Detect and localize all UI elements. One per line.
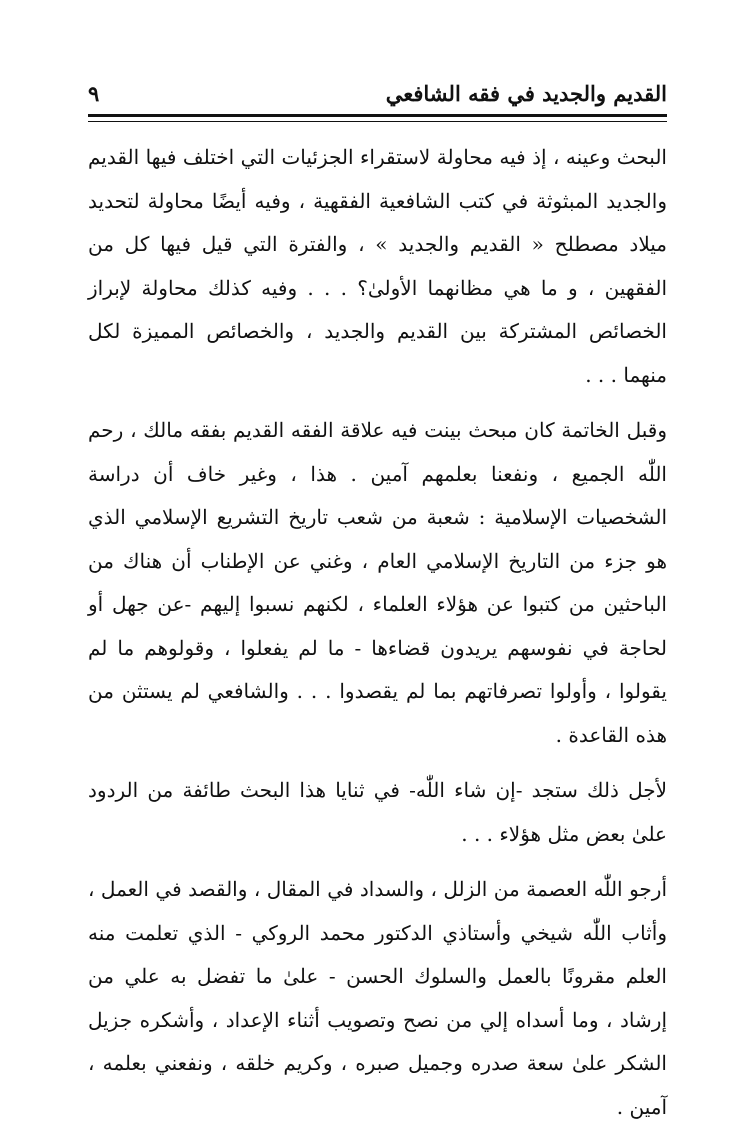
paragraph-3: لأجل ذلك ستجد -إن شاء اللّٰه- في ثنايا هذا البحث طائفة من الردود علىٰ بعض مثل هؤلاء . . . — [88, 778, 667, 846]
header-rule-thick — [88, 114, 667, 117]
paragraph-1: البحث وعينه ، إذ فيه محاولة لاستقراء الجزئيات التي اختلف فيها القديم والجديد المبثوثة في كتب الشافعية الفقهية ، وفيه أيضًا محاولة لتحديد ميلاد مصطلح « القديم والجديد » ، والفترة التي قيل فيها كل من الفقهين ، و ما هي مظانهما الأولىٰ؟ . . . وفيه كذلك محاولة لإبراز الخصائص المشتركة بين القديم والجديد ، والخصائص المميزة لكل منهما . . . — [88, 145, 667, 387]
page-header — [88, 76, 667, 110]
running-title: القديم والجديد في فقه الشافعي — [385, 80, 667, 106]
page-number: ٩ — [88, 80, 100, 106]
body-text — [88, 136, 667, 1141]
paragraph-2: وقبل الخاتمة كان مبحث بينت فيه علاقة الفقه القديم بفقه مالك ، رحم اللّٰه الجميع ، ونفعنا بعلمهم آمين . هذا ، وغير خاف أن دراسة الشخصيات الإسلامية : شعبة من شعب تاريخ التشريع الإسلامي الذي هو جزء من التاريخ الإسلامي العام ، وغني عن الإطناب أن هناك من الباحثين من كتبوا عن هؤلاء العلماء ، لكنهم نسبوا إليهم -عن جهل أو لحاجة في نفوسهم يريدون قضاءها - ما لم يفعلوا ، وقولوهم ما لم يقولوا ، وأولوا تصرفاتهم بما لم يقصدوا . . . والشافعي لم يستثن من هذه القاعدة . — [88, 418, 667, 747]
paragraph-4: أرجو اللّٰه العصمة من الزلل ، والسداد في المقال ، والقصد في العمل ، وأثاب اللّٰه شيخي وأستاذي الدكتور محمد الروكي - الذي تعلمت منه العلم مقرونًا بالعمل والسلوك الحسن - علىٰ ما تفضل به علي من إرشاد ، وما أسداه إلي من نصح وتصويب أثناء الإعداد ، وأشكره جزيل الشكر علىٰ سعة صدره وجميل صبره ، وكريم خلقه ، ونفعني بعلمه ، آمين . — [88, 877, 667, 1119]
header-rule-thin — [88, 121, 667, 122]
